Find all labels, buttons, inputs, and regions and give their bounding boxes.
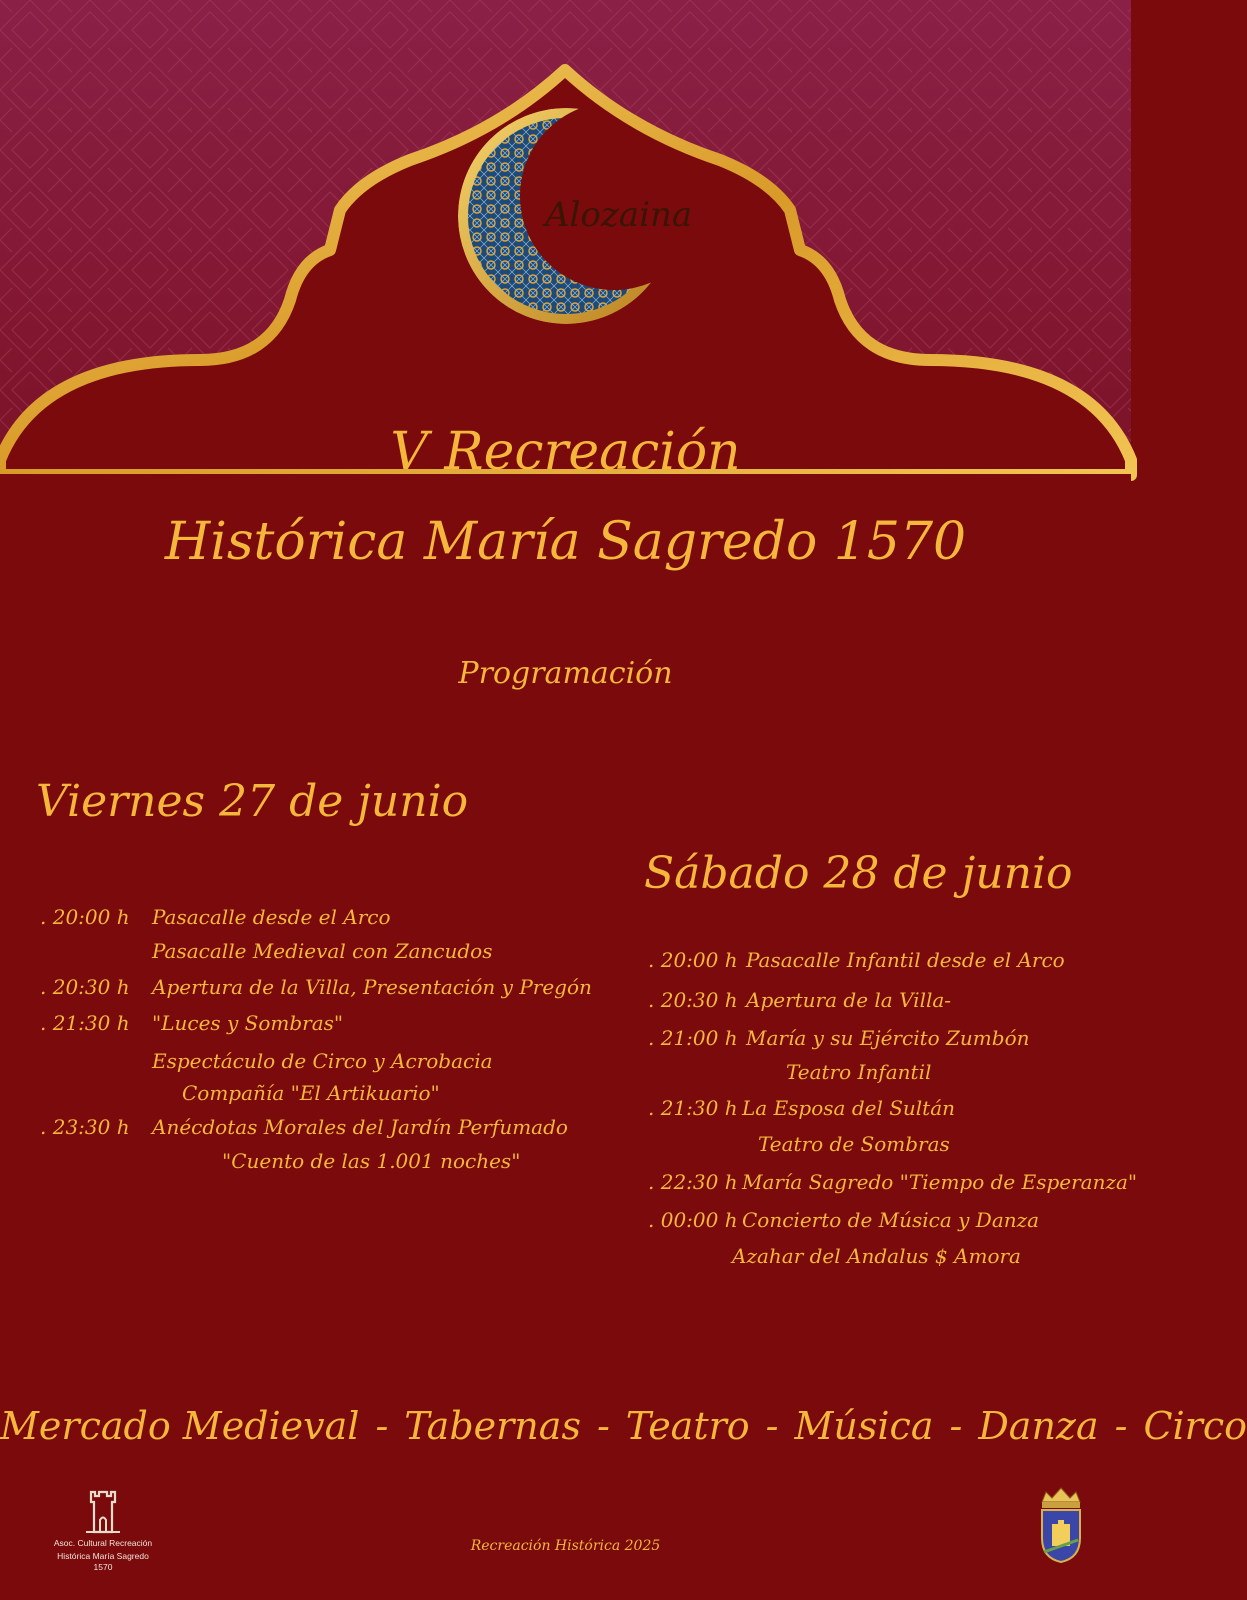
schedule-time: . 20:30 h [648, 988, 738, 1012]
schedule-event: Apertura de la Villa- [746, 988, 952, 1012]
schedule-time: . 20:00 h [648, 948, 738, 972]
edition-label: Recreación Histórica 2025 [470, 1538, 661, 1554]
schedule-event-detail: Compañía "El Artikuario" [182, 1081, 440, 1105]
schedule-time: . 23:30 h [40, 1115, 130, 1139]
schedule-time: . 21:30 h [40, 1011, 130, 1035]
schedule-event: Apertura de la Villa, Presentación y Pregón [152, 975, 592, 999]
schedule-time: . 00:00 h [648, 1208, 738, 1232]
schedule-time: . 22:30 h [648, 1170, 738, 1194]
saturday-heading: Sábado 28 de junio [644, 848, 1073, 899]
schedule-event-detail: Pasacalle Medieval con Zancudos [152, 939, 493, 963]
association-name-line-1: Asoc. Cultural Recreación [53, 1538, 153, 1548]
association-name-line-2: Histórica María Sagredo 1570 [57, 1551, 149, 1572]
schedule-event: Anécdotas Morales del Jardín Perfumado [152, 1115, 568, 1139]
separator: - [596, 1404, 610, 1448]
association-logo [48, 1488, 158, 1573]
brand-name: Alozaina [545, 195, 693, 235]
schedule-event: Concierto de Música y Danza [742, 1208, 1040, 1232]
activity-item: Mercado Medieval [0, 1404, 360, 1448]
tower-icon [86, 1488, 120, 1532]
schedule-event-detail: Azahar del Andalus $ Amora [732, 1244, 1021, 1268]
title-line-2: Histórica María Sagredo 1570 [164, 512, 967, 572]
activity-item: Circo [1143, 1404, 1247, 1448]
schedule-event-detail: Teatro de Sombras [758, 1132, 950, 1156]
schedule-time: . 20:30 h [40, 975, 130, 999]
separator: - [765, 1404, 779, 1448]
schedule-time: . 21:00 h [648, 1026, 738, 1050]
friday-heading: Viernes 27 de junio [36, 776, 469, 827]
activity-item: Música [794, 1404, 934, 1448]
schedule-event: Pasacalle desde el Arco [152, 905, 391, 929]
schedule-event-detail: "Cuento de las 1.001 noches" [222, 1149, 521, 1173]
separator: - [375, 1404, 389, 1448]
activity-item: Tabernas [404, 1404, 581, 1448]
activity-item: Teatro [625, 1404, 750, 1448]
title-line-1: V Recreación [390, 422, 741, 482]
separator: - [1114, 1404, 1128, 1448]
schedule-event: María y su Ejército Zumbón [746, 1026, 1030, 1050]
program-subtitle: Programación [458, 656, 673, 691]
schedule-event: Pasacalle Infantil desde el Arco [746, 948, 1065, 972]
separator: - [949, 1404, 963, 1448]
schedule-event: La Esposa del Sultán [742, 1096, 956, 1120]
schedule-time: . 20:00 h [40, 905, 130, 929]
schedule-time: . 21:30 h [648, 1096, 738, 1120]
coat-of-arms-icon [1036, 1486, 1086, 1564]
schedule-event: "Luces y Sombras" [152, 1011, 344, 1035]
activities-line [0, 1404, 1247, 1448]
schedule-event-detail: Espectáculo de Circo y Acrobacia [152, 1049, 493, 1073]
activity-item: Danza [978, 1404, 1099, 1448]
schedule-event-detail: Teatro Infantil [786, 1060, 932, 1084]
schedule-event: María Sagredo "Tiempo de Esperanza" [742, 1170, 1138, 1194]
